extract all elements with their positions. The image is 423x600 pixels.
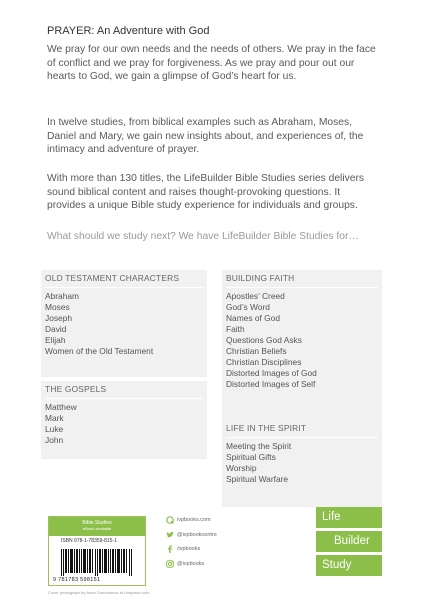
list-item: Elijah [45, 335, 66, 345]
list-item: Spiritual Warfare [226, 474, 289, 484]
twitter-text: @ivpbookcentre [177, 531, 217, 538]
barcode-image [61, 549, 137, 576]
list-heading: LIFE IN THE SPIRIT [226, 420, 378, 438]
list-item: Joseph [45, 313, 73, 323]
web-link[interactable] [166, 513, 236, 528]
category-label [49, 517, 145, 536]
list-heading: OLD TESTAMENT CHARACTERS [45, 270, 203, 288]
list-item: Distorted Images of Self [226, 379, 316, 389]
list-building-faith [222, 270, 382, 420]
instagram-text: @ivpbooks [177, 560, 205, 567]
list-item: Meeting the Spirit [226, 441, 292, 451]
social-links [166, 513, 236, 571]
instagram-link[interactable] [166, 557, 236, 572]
web-icon [166, 516, 174, 524]
list-item: Matthew [45, 402, 77, 412]
lifebuilder-logo [316, 507, 382, 579]
list-item: John [45, 435, 64, 445]
facebook-link[interactable] [166, 542, 236, 557]
list-item: God’s Word [226, 302, 270, 312]
barcode-number: 9 781783 598151 [53, 577, 101, 583]
facebook-icon [166, 545, 174, 553]
blurb-paragraph-2: In twelve studies, from biblical examples such as Abraham, Moses, Daniel and Mary, we gain new insights about, and experiences of, the intimacy and adventure of prayer. [47, 117, 364, 156]
list-life-in-spirit [222, 420, 382, 507]
list-item: Christian Disciplines [226, 357, 302, 367]
isbn-text: ISBN 978-1-78359-815-1 [61, 538, 117, 544]
twitter-link[interactable] [166, 528, 236, 543]
list-item: Christian Beliefs [226, 346, 287, 356]
barcode-box [48, 516, 146, 586]
list-heading: BUILDING FAITH [226, 270, 378, 288]
photo-credit: Cover photograph by Anna Goncharova at Unsplash.com [48, 590, 150, 595]
list-old-testament [41, 270, 207, 377]
list-item: Mark [45, 413, 64, 423]
list-item: Abraham [45, 291, 79, 301]
blurb-paragraph-1: We pray for our own needs and the needs of others. We pray in the face of conflict and we pray for forgiveness. As we pray and pour out our hearts to God, we gain a glimpse of God’s heart for us. [47, 44, 376, 83]
list-item: Spiritual Gifts [226, 452, 276, 462]
instagram-icon [166, 560, 174, 568]
list-item: Questions God Asks [226, 335, 302, 345]
web-text: ivpbooks.com [177, 517, 211, 524]
ebook-text: eBook available [82, 526, 112, 531]
logo-word-builder: Builder [316, 531, 382, 552]
list-item: Worship [226, 463, 257, 473]
list-item: Distorted Images of God [226, 368, 317, 378]
blurb-paragraph-3: With more than 130 titles, the LifeBuilder Bible Studies series delivers sound biblical content and raises thought-provoking questions. It provides a unique Bible study experience for individuals and groups. [47, 173, 365, 212]
list-item: Moses [45, 302, 70, 312]
logo-word-study: Study [316, 555, 382, 576]
list-item: Women of the Old Testament [45, 346, 154, 356]
list-heading: THE GOSPELS [45, 381, 203, 399]
list-item: Faith [226, 324, 245, 334]
facebook-text: /ivpbooks [177, 546, 201, 553]
list-gospels [41, 381, 207, 459]
list-item: Luke [45, 424, 64, 434]
series-prompt: What should we study next? We have LifeBuilder Bible Studies for… [47, 231, 359, 242]
list-item: David [45, 324, 67, 334]
logo-word-life: Life [316, 507, 382, 528]
twitter-icon [166, 531, 174, 539]
book-title: PRAYER: An Adventure with God [47, 25, 210, 37]
list-item: Apostles’ Creed [226, 291, 285, 301]
list-item: Names of God [226, 313, 280, 323]
category-text: Bible Studies [82, 520, 112, 526]
